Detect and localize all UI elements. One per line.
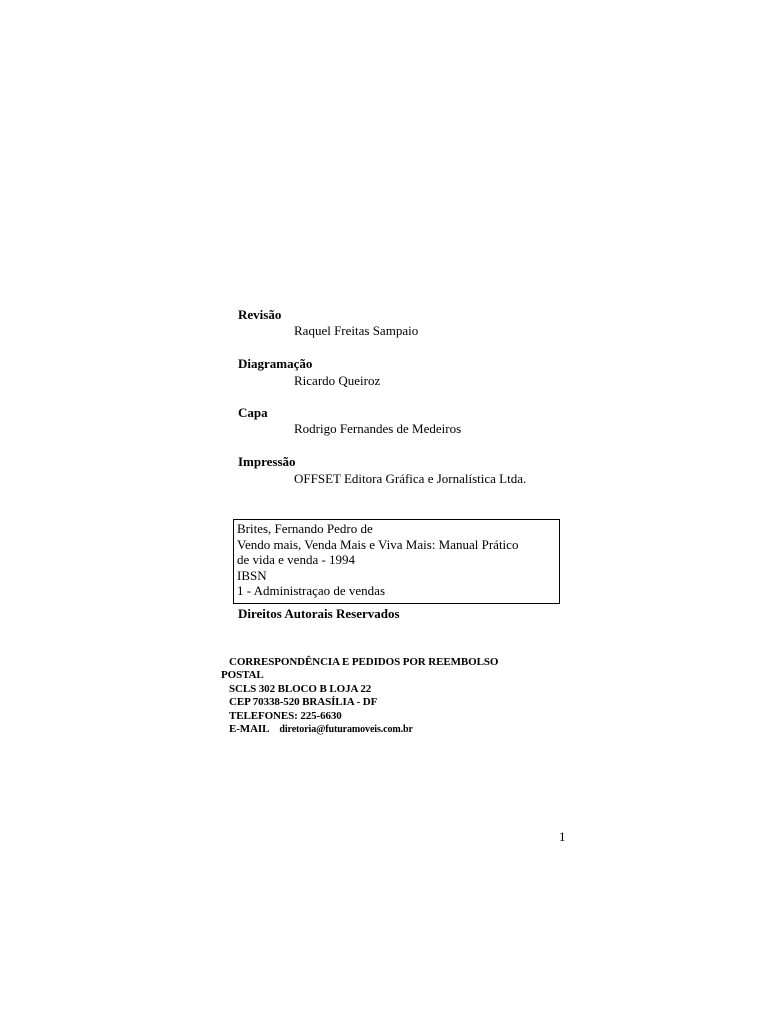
email-label: E-MAIL [229,723,269,735]
correspondence-cep: CEP 70338-520 BRASÍLIA - DF [229,696,378,708]
rights-notice: Direitos Autorais Reservados [238,606,400,621]
credit-impressao-label: Impressão [238,454,296,469]
credit-capa-label: Capa [238,405,268,420]
correspondence-heading-cont: POSTAL [221,669,264,681]
correspondence-heading: CORRESPONDÊNCIA E PEDIDOS POR REEMBOLSO [229,656,499,668]
catalog-line: 1 - Administraçao de vendas [237,583,386,599]
email-address: diretoria@futuramoveis.com.br [279,724,413,735]
credit-revisao-value: Raquel Freitas Sampaio [294,323,419,338]
page-number: 1 [559,829,566,844]
correspondence-address: SCLS 302 BLOCO B LOJA 22 [229,683,372,695]
credit-diagramacao-value: Ricardo Queiroz [294,373,381,388]
credit-revisao-label: Revisão [238,307,282,322]
correspondence-email-row [229,723,413,737]
catalog-line: Vendo mais, Venda Mais e Viva Mais: Manual Prático [237,536,519,552]
catalog-card [233,519,560,604]
credit-diagramacao-label: Diagramação [238,356,313,371]
correspondence-phone: TELEFONES: 225-6630 [229,710,342,722]
credit-capa-value: Rodrigo Fernandes de Medeiros [294,421,462,436]
catalog-line: Brites, Fernando Pedro de [237,521,373,536]
catalog-line: de vida e venda - 1994 [237,552,356,568]
catalog-line: IBSN [237,567,267,583]
credit-impressao-value: OFFSET Editora Gráfica e Jornalística Ltda. [294,471,527,486]
